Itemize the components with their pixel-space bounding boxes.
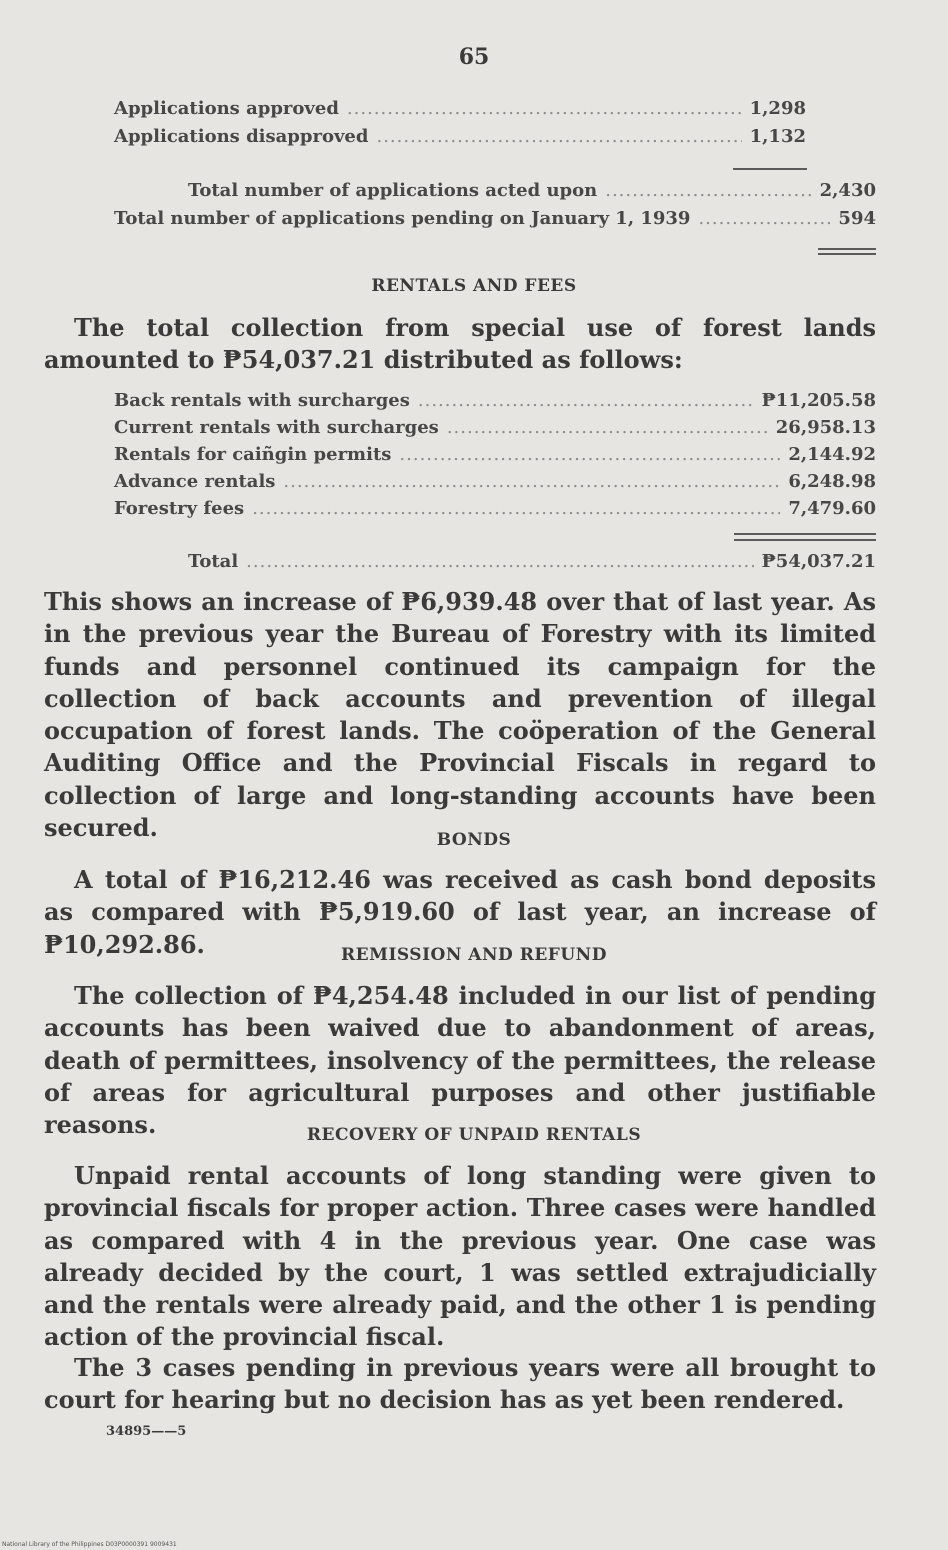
leader-dots bbox=[447, 417, 768, 438]
applications-approved-row bbox=[114, 98, 806, 119]
row-label: Total bbox=[188, 551, 239, 572]
subtotal-rule bbox=[733, 168, 807, 170]
row-label: Back rentals with surcharges bbox=[114, 390, 410, 411]
section-heading-remission: REMISSION AND REFUND bbox=[341, 945, 607, 965]
row-label: Total number of applications pending on January 1, 1939 bbox=[114, 208, 691, 229]
leader-dots bbox=[252, 498, 780, 519]
rentals-intro-paragraph: The total collection from special use of forest lands amounted to ₱54,037.21 distributed as follows: bbox=[44, 313, 876, 375]
bonds-paragraph: A total of ₱16,212.46 was received as cash bond deposits as compared with ₱5,919.60 of last year, an increase of ₱10,292.86. bbox=[44, 865, 876, 959]
leader-dots bbox=[698, 208, 830, 229]
row-value: 7,479.60 bbox=[788, 498, 876, 519]
rental-item-row bbox=[114, 498, 876, 519]
row-label: Advance rentals bbox=[114, 471, 276, 492]
remission-paragraph: The collection of ₱4,254.48 included in our list of pending accounts has been waived due to abandonment of areas, death of permittees, insolvency of the permittees, the release of areas for agricultural purposes and other justifiable reasons. bbox=[44, 981, 876, 1140]
leader-dots bbox=[283, 471, 780, 492]
row-value: ₱54,037.21 bbox=[761, 551, 876, 572]
rental-item-row bbox=[114, 444, 876, 465]
row-value: 1,298 bbox=[749, 98, 806, 119]
row-value: ₱11,205.58 bbox=[761, 390, 876, 411]
row-label: Rentals for caiñgin permits bbox=[114, 444, 392, 465]
leader-dots bbox=[246, 551, 753, 572]
scan-credit: National Library of the Philippines D03P0000391 9009431 bbox=[2, 1541, 177, 1548]
section-heading-recovery: RECOVERY OF UNPAID RENTALS bbox=[306, 1125, 642, 1145]
rental-item-row bbox=[114, 471, 876, 492]
row-label: Forestry fees bbox=[114, 498, 245, 519]
rental-item-row bbox=[114, 417, 876, 438]
page-number: 65 bbox=[458, 44, 490, 70]
total-pending-row bbox=[114, 208, 876, 229]
row-label: Total number of applications acted upon bbox=[188, 180, 598, 201]
row-value: 1,132 bbox=[749, 126, 806, 147]
rentals-body-paragraph: This shows an increase of ₱6,939.48 over that of last year. As in the previous year the Bureau of Forestry with its limited funds and personnel continued its campaign for the collection of back accounts and prevention of illegal occupation of forest lands. The coöperation of the General Auditing Office and the Provincial Fiscals in regard to collection of large and long-standing accounts have been secured. bbox=[44, 587, 876, 843]
row-value: 6,248.98 bbox=[788, 471, 876, 492]
leader-dots bbox=[605, 180, 811, 201]
leader-dots bbox=[399, 444, 780, 465]
applications-disapproved-row bbox=[114, 126, 806, 147]
printer-code: 34895——5 bbox=[106, 1424, 187, 1439]
rentals-total-row bbox=[188, 551, 876, 572]
recovery-paragraph-1: Unpaid rental accounts of long standing were given to provincial fiscals for proper action. Three cases were handled as compared with 4 in the previous year. One case was already decided by the court, 1 was settled extrajudicially and the rentals were already paid, and the other 1 is pending action of the provincial fiscal. bbox=[44, 1161, 876, 1352]
leader-dots bbox=[376, 126, 741, 147]
total-double-rule-top bbox=[818, 248, 876, 250]
section-heading-rentals: RENTALS AND FEES bbox=[371, 276, 577, 296]
recovery-paragraph-2: The 3 cases pending in previous years were all brought to court for hearing but no decision has as yet been rendered. bbox=[44, 1353, 876, 1415]
row-label: Applications disapproved bbox=[114, 126, 369, 147]
section-heading-bonds: BONDS bbox=[436, 830, 512, 850]
leader-dots bbox=[418, 390, 754, 411]
rentals-total-rule-top bbox=[734, 533, 876, 535]
total-double-rule-bottom bbox=[818, 253, 876, 255]
row-value: 2,430 bbox=[819, 180, 876, 201]
row-label: Applications approved bbox=[114, 98, 339, 119]
row-value: 26,958.13 bbox=[775, 417, 876, 438]
row-label: Current rentals with surcharges bbox=[114, 417, 439, 438]
row-value: 594 bbox=[838, 208, 876, 229]
row-value: 2,144.92 bbox=[788, 444, 876, 465]
rentals-total-rule-bottom bbox=[734, 539, 876, 541]
leader-dots bbox=[347, 98, 742, 119]
rental-item-row bbox=[114, 390, 876, 411]
total-acted-row bbox=[188, 180, 876, 201]
